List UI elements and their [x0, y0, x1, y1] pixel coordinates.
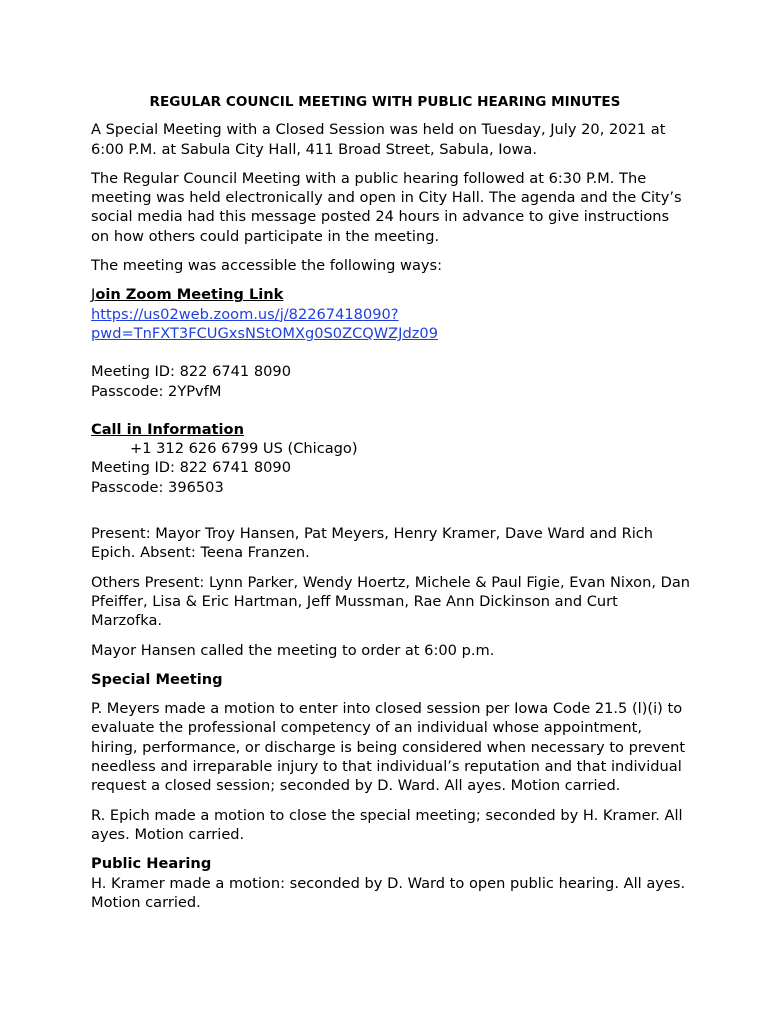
zoom-link-line2[interactable]: pwd=TnFXT3FCUGxsNStOMXg0S0ZCQWZJdz09 [91, 324, 438, 342]
call-in-section [91, 420, 691, 497]
call-to-order-paragraph: Mayor Hansen called the meeting to order at 6:00 p.m. [91, 641, 495, 659]
document-title: REGULAR COUNCIL MEETING WITH PUBLIC HEARING MINUTES [149, 94, 621, 110]
others-present-paragraph: Others Present: Lynn Parker, Wendy Hoertz, Michele & Paul Figie, Evan Nixon, Dan Pfeiffer, Lisa & Eric Hartman, Jeff Mussman, Rae Ann Dickinson and Curt Marzofka. [91, 573, 691, 630]
accessible-paragraph: The meeting was accessible the following ways: [91, 257, 443, 275]
zoom-heading [91, 285, 691, 304]
special-meeting-paragraph: A Special Meeting with a Closed Session was held on Tuesday, July 20, 2021 at 6:00 P.M. at Sabula City Hall, 411 Broad Street, Sabula, Iowa. [91, 121, 666, 158]
spacer [91, 401, 691, 420]
regular-meeting-paragraph: The Regular Council Meeting with a public hearing followed at 6:30 P.M. The meeting was held electronically and open in City Hall. The agenda and the City’s social media had this message posted 24 hours in advance to give instructions on how others could participate in the meeting. [91, 169, 682, 245]
spacer [91, 497, 691, 524]
zoom-link-line1[interactable]: https://us02web.zoom.us/j/82267418090? [91, 305, 399, 323]
zoom-heading-first: J [91, 286, 96, 304]
call-in-passcode: Passcode: 396503 [91, 478, 224, 496]
close-special-paragraph: R. Epich made a motion to close the special meeting; seconded by H. Kramer. All ayes. Motion carried. [91, 806, 683, 843]
zoom-link[interactable] [91, 305, 691, 344]
zoom-passcode: Passcode: 2YPvfM [91, 382, 222, 400]
call-in-heading: Call in Information [91, 420, 244, 438]
minutes-document [91, 93, 691, 912]
zoom-meeting-id: Meeting ID: 822 6741 8090 [91, 363, 291, 381]
present-paragraph: Present: Mayor Troy Hansen, Pat Meyers, Henry Kramer, Dave Ward and Rich Epich. Absent: Teena Franzen. [91, 525, 654, 562]
call-in-meeting-id: Meeting ID: 822 6741 8090 [91, 459, 291, 477]
zoom-heading-rest: oin Zoom Meeting Link [95, 286, 284, 304]
call-in-phone: +1 312 626 6799 US (Chicago) [130, 440, 358, 458]
spacer [91, 343, 691, 362]
zoom-section [91, 285, 691, 400]
public-hearing-heading: Public Hearing [91, 855, 212, 873]
special-meeting-heading: Special Meeting [91, 670, 223, 688]
open-hearing-paragraph: H. Kramer made a motion: seconded by D. Ward to open public hearing. All ayes. Motion carried. [91, 874, 686, 911]
closed-session-paragraph: P. Meyers made a motion to enter into closed session per Iowa Code 21.5 (l)(i) to evaluate the professional competency of an individual whose appointment, hiring, performance, or discharge is being considered when necessary to prevent needless and irreparable injury to that individual’s reputation and that individual request a closed session; seconded by D. Ward. All ayes. Motion carried. [91, 700, 686, 795]
